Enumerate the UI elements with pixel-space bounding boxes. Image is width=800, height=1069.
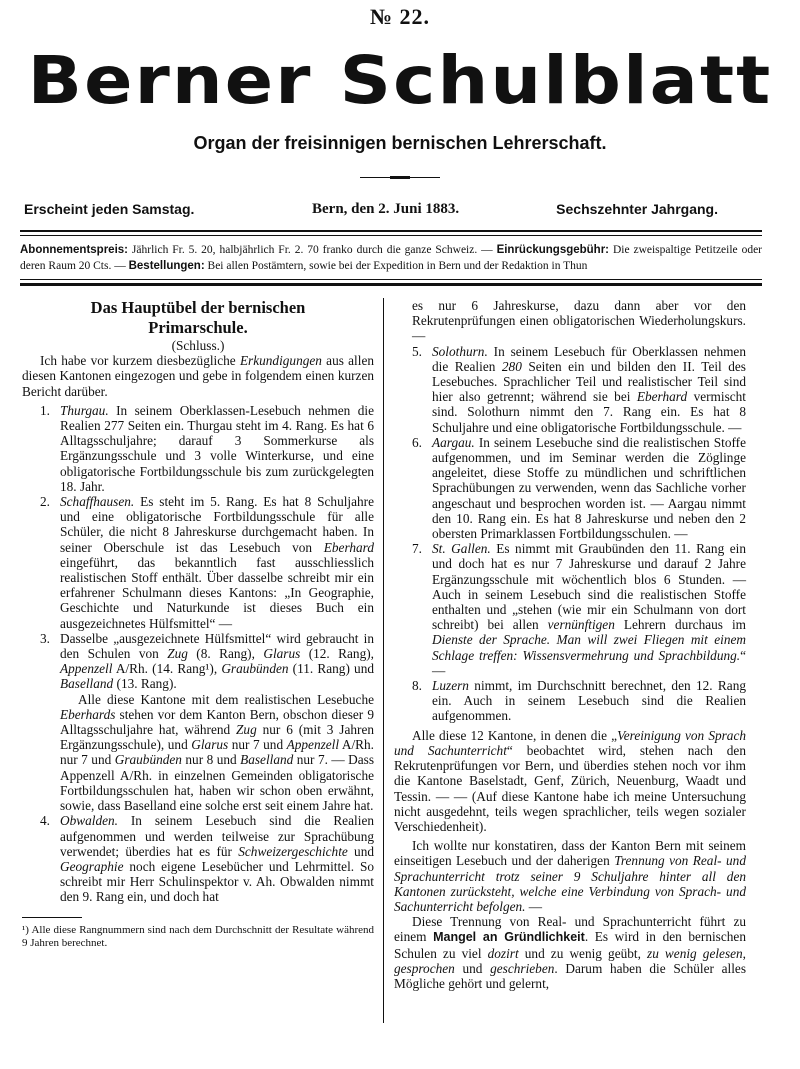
subscription-info <box>20 242 762 274</box>
body-paragraph: Ich wollte nur konstatiren, dass der Kanton Bern mit seinem einseitigen Lesebuch und der daherigen Trennung von Real- und Sprachunterricht trotz seiner 9 Schuljahre hinter all den Kantonen zurücksteht, welche eine Verbindung von Sprach- und Sachunterricht befolgen. — <box>394 838 746 914</box>
right-column <box>394 298 746 991</box>
rule-top-thin <box>20 235 762 236</box>
rule-mid <box>20 283 762 286</box>
list-item: 7. St. Gallen. Es nimmt mit Graubünden den 11. Rang ein und doch hat es nur 7 Jahreskurse und darauf 2 Jahre Ergänzungsschule mit wöchentlich blos 6 Stunden. — Auch in seinem Lesebuch sind die realistischen Stoffe enthalten und „stehen (wie mir ein Schulmann von dort schreibt) bei allen vernünftigen Lehrern durchaus im Dienste der Sprache. Man will zwei Fliegen mit einem Schlage treffen: Wissensvermehrung und Sprachbildung.“ — <box>412 541 747 678</box>
issue-date: Bern, den 2. Juni 1883. <box>312 201 460 217</box>
body-paragraph: Diese Trennung von Real- und Sprachunterricht führt zu einem Mangel an Gründlichkeit. Es wird in den bernischen Schulen zu viel dozirt und zu wenig geübt, zu wenig gelesen, gesprochen und geschrieben. Darum haben die Schüler alles Mögliche gehört und gelernt, <box>394 914 746 991</box>
abo-label: Abonnementspreis: <box>20 244 128 256</box>
best-text: Bei allen Postämtern, sowie bei der Expedition in Bern und der Redaktion in Thun <box>207 260 588 272</box>
list-item: 3. Dasselbe „ausgezeichnete Hülfsmittel“ wird gebraucht in den Schulen von Zug (8. Rang), Glarus (12. Rang), Appenzell A/Rh. (14. Rang¹), Graubünden (11. Rang) und Baselland (13. Rang). <box>40 630 374 692</box>
abo-text: Jährlich Fr. 5. 20, halbjährlich Fr. 2. 70 franko durch die ganze Schweiz. — <box>131 244 493 256</box>
left-column <box>22 298 374 950</box>
footnote-rule <box>22 917 82 918</box>
rule-mid-thin <box>20 279 762 280</box>
list-item: 8. Luzern nimmt, im Durchschnitt berechnet, den 12. Rang ein. Auch in seinem Lesebuch sind die Realien aufgenommen. <box>412 678 746 724</box>
publication-frequency: Erscheint jeden Samstag. <box>24 201 195 217</box>
continuation-note: (Schluss.) <box>171 338 225 353</box>
footnote: ¹) Alle diese Rangnummern sind nach dem Durchschnitt der Resultate während 9 Jahren berechnet. <box>22 923 374 949</box>
masthead-subtitle: Organ der freisinnigen bernischen Lehrerschaft. <box>193 133 607 153</box>
volume-year: Sechszehnter Jahrgang. <box>556 201 718 217</box>
list-item-continuation: Alle diese Kantone mit dem realistischen Lesebuche Eberhards stehen vor dem Kanton Bern, obschon dieser 9 Alltagsschuljahre hat, während Zug nur 6 (mit 3 Jahren Ergänzungsschule), und Glarus nur 7 und Appenzell A/Rh. nur 7 und Graubünden nur 8 und Baselland nur 7. — Dass Appenzell A/Rh. in einzelnen Gemeinden obligatorische Fortbildungsschulen hat, haben wir schon oben erwähnt, sowie, dass Baselland eine solche erst seit einem Jahre hat. <box>60 691 374 814</box>
dateline <box>20 201 780 221</box>
column-divider <box>383 298 384 1023</box>
intro-paragraph: Ich habe vor kurzem diesbezügliche Erkundigungen aus allen diesen Kantonen eingezogen und gebe in folgendem einen kurzen Bericht darüber. <box>22 353 374 399</box>
body-paragraph: Alle diese 12 Kantone, in denen die „Vereinigung von Sprach und Sachunterricht“ beobachtet wird, stehen nach den Rekrutenprüfungen vor Bern, und überdies stehen noch vor ihm die Kantone Baselstadt, Genf, Zürich, Neuenburg, Waadt und Tessin. — — (Auf diese Kantone habe ich meine Untersuchung nicht ausgedehnt, teils wegen sprachlicher, teils wegen sozialer Verschiedenheit). <box>394 727 747 834</box>
list-item: 2. Schaffhausen. Es steht im 5. Rang. Es hat 8 Schuljahre und eine obligatorische Fortbildungsschule für alle Schüler, die nicht 8 Jahreskurse durchgemacht haben. In seiner Oberschule ist das Lesebuch von Eberhard eingeführt, das bekanntlich fast ausschliesslich realistischen Stoff enthält. Über dasselbe schreibt mir ein erfahrener Schulmann dieses Kantons: „In Geographie, Geschichte und Naturkunde ist dieses Buch ein ausgezeichnetes Hülfsmittel“ — <box>40 494 374 631</box>
issue-number: № 22. <box>369 4 431 29</box>
list-item: 6. Aargau. In seinem Lesebuche sind die realistischen Stoffe aufgenommen, und im Seminar werden die Zöglinge angeleitet, diese Stoffe zu mündlichen und schriftlichen Sprachübungen zu verwenden, wenn das Sachliche vorher angeschaut und besprochen worden ist. — Aargau nimmt den 10. Rang ein. Es hat 8 Jahreskurse und neben den 2 obersten Primarklassen Fortbildungsschulen. — <box>412 434 746 542</box>
ins-label: Einrückungsgebühr: <box>496 244 610 256</box>
list-item: 5. Solothurn. In seinem Lesebuch für Oberklassen nehmen die Realien 280 Seiten ein und bilden den II. Teil des Lesebuches. Sprachlicher Teil und realistischer Teil sind hier also getrennt; während sie bei Eberhard vermischt sind. Solothurn nimmt den 7. Rang ein. Es hat 8 Schuljahre und eine obligatorische Fortbildungsschule. — <box>412 343 746 435</box>
continued-text: es nur 6 Jahreskurse, dazu dann aber vor den Rekrutenprüfungen einen obligatorischen Wiederholungskurs. — <box>412 298 746 344</box>
list-item: 1. Thurgau. In seinem Oberklassen-Lesebuch nehmen die Realien 277 Seiten ein. Thurgau steht im 4. Rang. Es hat 6 Alltagsschuljahre; darauf 3 Sommerkurse als Ergänzungsschule und 3 volle Winterkurse, und eine obligatorische Fortbildungsschule bis zum zurückgelegten 18. Jahr. <box>40 402 374 494</box>
masthead-title: Berner Schulblatt <box>27 42 773 119</box>
list-item: 4. Obwalden. In seinem Lesebuch sind die Realien aufgenommen und werden teilweise zur Sprachübung verwendet; überdies hat es für Schweizergeschichte und Geographie noch eigene Lesebücher und Lehrmittel. So schreibt mir Herr Schulinspektor v. Ah. Obwalden nimmt den 9. Rang ein, und doch hat <box>40 813 375 905</box>
best-label: Bestellungen: <box>128 260 205 272</box>
article-title: Das Hauptübel der bernischen Primarschule. <box>90 298 306 337</box>
rule-top <box>20 230 762 232</box>
ornament-divider <box>360 176 440 179</box>
ins-text: Die zweispaltige Petitzeile oder deren Raum 20 Cts. — <box>20 244 762 272</box>
